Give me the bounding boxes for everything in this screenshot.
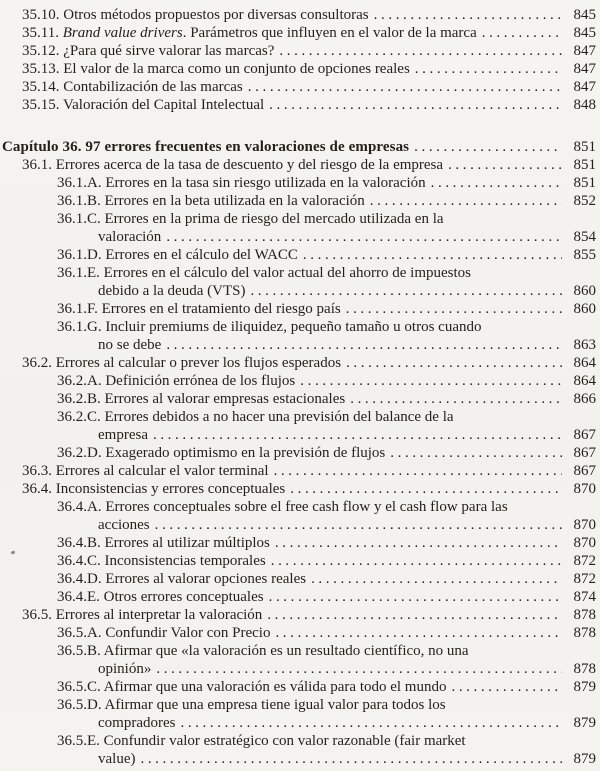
page-number: 860	[573, 283, 596, 299]
dot-leader	[350, 390, 562, 408]
page-number: 867	[573, 445, 596, 461]
toc-entry-segment: no se debe	[98, 337, 162, 353]
toc-line	[0, 192, 596, 210]
toc-line	[0, 156, 596, 174]
toc-entry-text	[57, 624, 270, 642]
toc-line	[0, 408, 596, 426]
toc-entry-segment: 36.1.D. Errores en el cálculo del WACC	[57, 247, 298, 263]
toc-entry-text	[57, 390, 345, 408]
toc-entry-text	[57, 444, 385, 462]
toc-line	[0, 24, 596, 42]
toc-entry-segment: 36.4. Inconsistencias y errores conceptuales	[22, 481, 286, 497]
toc-line	[0, 6, 596, 24]
toc-entry-segment: 35.11.	[22, 25, 63, 41]
toc-entry-text	[57, 588, 264, 606]
toc-entry-text	[57, 246, 298, 264]
toc-entry-segment: 35.12. ¿Para qué sirve valorar las marcas?	[22, 43, 275, 59]
toc-entry-segment: 36.5.E. Confundir valor estratégico con valor razonable (fair market	[57, 733, 466, 749]
toc-line	[0, 228, 596, 246]
toc-line	[0, 78, 596, 96]
toc-line	[0, 42, 596, 60]
toc-entry-segment: 36.2.A. Definición errónea de los flujos	[57, 373, 296, 389]
page-number: 851	[573, 175, 596, 191]
page-number: 847	[573, 79, 596, 95]
toc-entry-segment: 36.1.E. Errores en el cálculo del valor actual del ahorro de impuestos	[57, 265, 472, 281]
toc-line	[0, 696, 596, 714]
toc-entry-segment: 36.4.D. Errores al valorar opciones reales	[57, 571, 307, 587]
toc-entry-segment: 36.1.G. Incluir premiums de iliquidez, pequeño tamaño u otros cuando	[57, 319, 482, 335]
toc-entry-segment: debido a la deuda (VTS)	[98, 283, 246, 299]
dot-leader	[250, 282, 562, 300]
page-number: 870	[573, 481, 596, 497]
toc-entry-text	[57, 300, 341, 318]
toc-entry-text	[57, 678, 446, 696]
toc-entry-text	[57, 642, 469, 660]
toc-entry-segment: value)	[98, 751, 136, 767]
toc-entry-text	[57, 408, 454, 426]
page-number: 847	[573, 43, 596, 59]
toc-entry-segment: 36.4.C. Inconsistencias temporales	[57, 553, 266, 569]
page-number: 879	[573, 715, 596, 731]
toc-entry-segment: 35.15. Valoración del Capital Intelectual	[22, 97, 265, 113]
dot-leader	[271, 552, 562, 570]
toc-line	[0, 282, 596, 300]
toc-entry-segment: 36.4.A. Errores conceptuales sobre el free cash flow y el cash flow para las	[57, 499, 508, 515]
page-number: 878	[573, 625, 596, 641]
page-number: 870	[573, 517, 596, 533]
toc-entry-text	[22, 156, 443, 174]
toc-entry-text	[57, 570, 306, 588]
toc-line	[0, 534, 596, 552]
toc-line	[0, 552, 596, 570]
toc-line	[0, 96, 596, 114]
toc-line	[0, 426, 596, 444]
dot-leader	[415, 60, 562, 78]
toc-entry-text	[98, 516, 150, 534]
page-number: 879	[573, 751, 596, 767]
dot-leader	[300, 372, 562, 390]
toc-line	[0, 318, 596, 336]
toc-entry-text	[2, 138, 409, 156]
toc-line	[0, 714, 596, 732]
toc-entry-text	[98, 282, 245, 300]
toc-entry-text	[22, 462, 269, 480]
toc-line	[0, 354, 596, 372]
toc-entry-text	[98, 660, 151, 678]
toc-entry-text	[57, 318, 481, 336]
toc-entry-text	[22, 24, 477, 42]
toc-entry-segment: opinión»	[98, 661, 152, 677]
page-number: 872	[573, 571, 596, 587]
toc-line	[0, 336, 596, 354]
toc-entry-italic-segment: Brand value drivers	[62, 25, 183, 41]
toc-line	[0, 174, 596, 192]
toc-entry-text	[57, 264, 471, 282]
dot-leader	[374, 6, 562, 24]
toc-entry-segment: empresa	[98, 427, 148, 443]
page-number: 863	[573, 337, 596, 353]
toc-list	[0, 6, 596, 768]
dot-leader	[414, 138, 562, 156]
page-number: 867	[573, 427, 596, 443]
toc-entry-segment: 35.14. Contabilización de las marcas	[22, 79, 243, 95]
toc-entry-segment: 35.10. Otros métodos propuestos por diversas consultoras	[22, 7, 369, 23]
toc-entry-text	[98, 426, 148, 444]
page-number: 855	[573, 247, 596, 263]
toc-entry-segment: compradores	[98, 715, 176, 731]
page-number: 872	[573, 553, 596, 569]
dot-leader	[269, 588, 562, 606]
dot-leader	[166, 228, 562, 246]
page-number: 866	[573, 391, 596, 407]
dot-leader	[370, 192, 562, 210]
page-number: 851	[573, 139, 596, 155]
toc-entry-text	[22, 60, 410, 78]
dot-leader	[346, 354, 562, 372]
dot-leader	[248, 78, 562, 96]
dot-leader	[140, 750, 562, 768]
dot-leader	[155, 516, 562, 534]
toc-entry-segment: 36.2. Errores al calcular o prever los flujos esperados	[22, 355, 342, 371]
toc-entry-segment: 36.1.C. Errores en la prima de riesgo del mercado utilizada en la	[57, 211, 444, 227]
toc-entry-segment: 36.5.C. Afirmar que una valoración es válida para todo el mundo	[57, 679, 447, 695]
toc-entry-segment: Capítulo 36. 97 errores frecuentes en valoraciones de empresas	[2, 139, 410, 155]
toc-line	[0, 264, 596, 282]
toc-entry-segment: 36.3. Errores al calcular el valor terminal	[22, 463, 269, 479]
toc-entry-text	[57, 534, 270, 552]
dot-leader	[269, 96, 562, 114]
page-number: 845	[573, 25, 596, 41]
toc-line	[0, 750, 596, 768]
dot-leader	[180, 714, 562, 732]
toc-entry-text	[98, 750, 135, 768]
dot-leader	[275, 534, 562, 552]
toc-line	[0, 300, 596, 318]
toc-entry-text	[57, 732, 466, 750]
dot-leader	[431, 174, 562, 192]
page-number: 860	[573, 301, 596, 317]
dot-leader	[267, 606, 562, 624]
toc-entry-segment: 35.13. El valor de la marca como un conjunto de opciones reales	[22, 61, 410, 77]
toc-entry-text	[57, 210, 444, 228]
toc-line	[0, 606, 596, 624]
page-number: 878	[573, 661, 596, 677]
page-number: 874	[573, 589, 596, 605]
toc-entry-text	[57, 192, 365, 210]
toc-line	[0, 498, 596, 516]
page-number: 879	[573, 679, 596, 695]
toc-line	[0, 444, 596, 462]
toc-line	[0, 246, 596, 264]
page-number: 845	[573, 7, 596, 23]
dot-leader	[166, 336, 562, 354]
toc-entry-text	[57, 174, 426, 192]
toc-entry-segment: 36.5.A. Confundir Valor con Precio	[57, 625, 271, 641]
dot-leader	[451, 678, 562, 696]
toc-line	[0, 516, 596, 534]
toc-entry-segment: 36.2.B. Errores al valorar empresas estacionales	[57, 391, 346, 407]
dot-leader	[156, 660, 562, 678]
toc-entry-segment: 36.4.B. Errores al utilizar múltiplos	[57, 535, 270, 551]
toc-line	[0, 60, 596, 78]
dot-leader	[274, 462, 562, 480]
page-number: 864	[573, 373, 596, 389]
toc-entry-segment: . Parámetros que influyen en el valor de la marca	[182, 25, 477, 41]
toc-line	[0, 210, 596, 228]
toc-entry-segment: 36.2.C. Errores debidos a no hacer una previsión del balance de la	[57, 409, 454, 425]
toc-line	[0, 480, 596, 498]
toc-entry-segment: 36.1. Errores acerca de la tasa de descuento y del riesgo de la empresa	[22, 157, 444, 173]
toc-entry-text	[98, 336, 161, 354]
toc-entry-segment: valoración	[98, 229, 162, 245]
dot-leader	[279, 42, 562, 60]
dot-leader	[290, 480, 562, 498]
page-number: 864	[573, 355, 596, 371]
toc-line	[0, 660, 596, 678]
toc-entry-text	[57, 498, 508, 516]
toc-entry-segment: acciones	[98, 517, 150, 533]
toc-line	[0, 642, 596, 660]
dot-leader	[311, 570, 562, 588]
toc-entry-segment: 36.5.B. Afirmar que «la valoración es un resultado científico, no una	[57, 643, 469, 659]
dot-leader	[303, 246, 562, 264]
toc-entry-segment: 36.1.A. Errores en la tasa sin riesgo utilizada en la valoración	[57, 175, 426, 191]
toc-entry-segment: 36.1.F. Errores en el tratamiento del riesgo país	[57, 301, 341, 317]
toc-line	[0, 390, 596, 408]
toc-entry-segment: 36.4.E. Otros errores conceptuales	[57, 589, 264, 605]
dot-leader	[346, 300, 562, 318]
toc-line	[0, 462, 596, 480]
toc-line	[0, 372, 596, 390]
page-number: 878	[573, 607, 596, 623]
toc-line	[0, 588, 596, 606]
page-number: 867	[573, 463, 596, 479]
toc-line	[0, 570, 596, 588]
toc-line	[0, 138, 596, 156]
toc-entry-text	[57, 552, 266, 570]
dot-leader	[390, 444, 562, 462]
toc-entry-text	[22, 606, 262, 624]
toc-entry-segment: 36.2.D. Exagerado optimismo en la previsión de flujos	[57, 445, 386, 461]
toc-entry-text	[22, 42, 274, 60]
dot-leader	[448, 156, 562, 174]
toc-entry-text	[22, 78, 243, 96]
dot-leader	[153, 426, 562, 444]
toc-entry-segment: 36.5.D. Afirmar que una empresa tiene igual valor para todos los	[57, 697, 446, 713]
toc-entry-text	[22, 96, 264, 114]
toc-line	[0, 624, 596, 642]
toc-entry-segment: 36.5. Errores al interpretar la valoración	[22, 607, 263, 623]
page-number: 848	[573, 97, 596, 113]
toc-line	[0, 678, 596, 696]
toc-entry-text	[98, 228, 161, 246]
toc-entry-text	[57, 372, 295, 390]
dot-leader	[482, 24, 562, 42]
page-number: 847	[573, 61, 596, 77]
toc-entry-text	[22, 354, 341, 372]
page-number: 852	[573, 193, 596, 209]
page-number: 851	[573, 157, 596, 173]
dot-leader	[275, 624, 562, 642]
toc-entry-text	[57, 696, 446, 714]
page-number: 870	[573, 535, 596, 551]
page-number: 854	[573, 229, 596, 245]
toc-entry-text	[22, 480, 285, 498]
toc-entry-text	[22, 6, 369, 24]
toc-entry-segment: 36.1.B. Errores en la beta utilizada en la valoración	[57, 193, 365, 209]
toc-entry-text	[98, 714, 175, 732]
toc-line	[0, 732, 596, 750]
